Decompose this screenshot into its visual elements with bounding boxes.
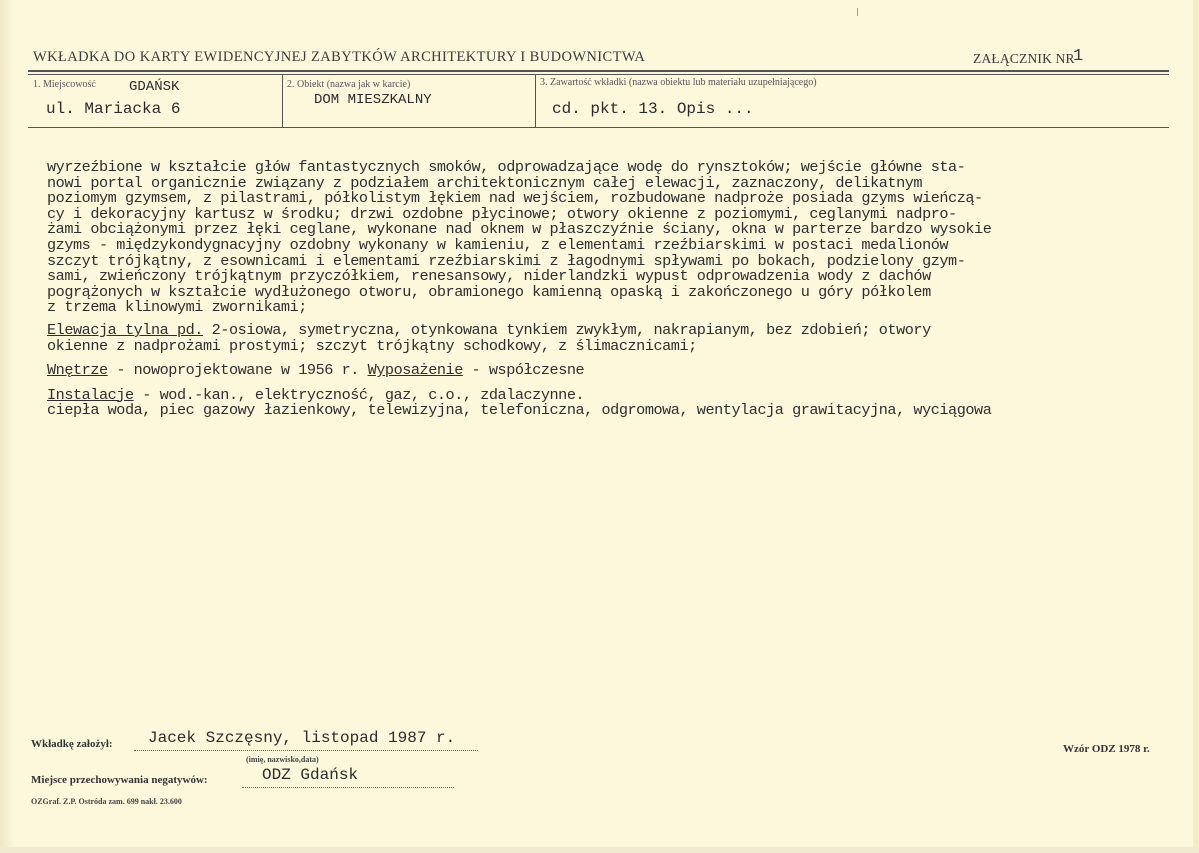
interior-line: [47, 363, 1167, 379]
interior-heading: Wnętrze: [47, 361, 108, 380]
header-rule-bottom: [28, 127, 1169, 128]
equipment-text: - współczesne: [462, 361, 585, 380]
attachment-number: 1: [1073, 47, 1084, 66]
text-line: pogrążonych w kształcie wydłużonego otworu, obramionego kamienną opaską i zakończonego u góry półkolem: [47, 282, 931, 301]
created-by-line: [134, 750, 478, 751]
field-2-value: DOM MIESZKALNY: [314, 92, 432, 108]
description-text: [47, 160, 1167, 419]
form-version: Wzór ODZ 1978 r.: [1063, 743, 1150, 755]
header-rule-top: [28, 70, 1169, 72]
top-tick-mark: [857, 8, 858, 16]
text-line: szczyt trójkątny, z esownicami i elementami rzeźbiarskimi z łagodnymi spływami po bokach, podzielony gzym-: [47, 251, 966, 270]
created-by-label: Wkładkę założył:: [31, 738, 113, 750]
text-line: wyrzeźbione w kształcie głów fantastycznych smoków, odprowadzające wodę do rynsztoków; wejście główne sta-: [47, 158, 966, 176]
card-edge-right: [1193, 0, 1199, 853]
field-1-label: 1. Miejscowość: [33, 79, 96, 90]
field-2-label: 2. Obiekt (nazwa jak w karcie): [287, 79, 411, 90]
field-3-value: cd. pkt. 13. Opis ...: [552, 100, 754, 118]
rear-elevation-heading: Elewacja tylna pd.: [47, 320, 203, 339]
installations-heading: Instalacje: [47, 385, 134, 404]
header-rule-top-thin: [28, 74, 1169, 75]
text-line: z trzema klinowymi zwornikami;: [47, 298, 307, 317]
text-line: cy i dekoracyjny kartusz w środku; drzwi ozdobne płycinowe; otwory okienne z poziomymi, ceglanymi nadpro-: [47, 204, 957, 223]
interior-text: - nowoprojektowane w 1956 r.: [107, 361, 368, 380]
rear-elevation-text: 2-osiowa, symetryczna, otynkowana tynkiem zwykłym, nakrapianym, bez zdobień; otwory: [202, 320, 931, 339]
created-by-hint: (imię, nazwisko,data): [246, 755, 319, 764]
storage-label: Miejsce przechowywania negatywów:: [31, 774, 208, 786]
field-divider-2: [535, 74, 536, 128]
equipment-heading: Wyposażenie: [367, 361, 463, 380]
attachment-label: ZAŁĄCZNIK NR: [973, 51, 1075, 66]
installations-text: - wod.-kan., elektryczność, gaz, c.o., zdalaczynne.: [133, 385, 585, 404]
form-title: WKŁADKA DO KARTY EWIDENCYJNEJ ZABYTKÓW ARCHITEKTURY I BUDOWNICTWA: [33, 49, 646, 65]
created-by-value: Jacek Szczęsny, listopad 1987 r.: [148, 729, 456, 747]
card-edge-shadow: [0, 0, 14, 853]
text-line: poziomym gzymsem, z pilastrami, półkolistym łękiem nad wejściem, rozbudowane nadproże posiada gzyms wieńczą-: [47, 189, 983, 208]
installations-line-2: ciepła woda, piec gazowy łazienkowy, telewizyjna, telefoniczna, odgromowa, wentylacja grawitacyjna, wyciągowa: [47, 401, 992, 420]
card-edge-bottom: [0, 847, 1199, 853]
rear-elevation-line-2: okienne z nadprożami prostymi; szczyt trójkątny schodkowy, z ślimacznicami;: [47, 336, 697, 355]
field-divider-1: [282, 74, 283, 128]
field-1-city: GDAŃSK: [129, 79, 180, 95]
storage-value: ODZ Gdańsk: [262, 766, 359, 784]
printer-info: OZGraf. Z.P. Ostróda zam. 699 nakł. 23.600: [31, 797, 182, 806]
text-line: gzyms - międzykondygnacyjny ozdobny wykonany w kamieniu, z elementami rzeźbiarskimi w postaci medalionów: [47, 235, 949, 254]
field-1-street: ul. Mariacka 6: [46, 100, 181, 118]
field-3-label: 3. Zawartość wkładki (nazwa obiektu lub materiału uzupełniającego): [540, 77, 817, 88]
text-line: nowi portal organicznie związany z podziałem architektonicznym całej elewacji, zaznaczony, delikatnym: [47, 173, 923, 192]
storage-line: [242, 787, 454, 788]
text-line: sami, zwieńczony trójkątnym przyczółkiem, renesansowy, niderlandzki wypust odprowadzenia wody z dachów: [47, 267, 931, 286]
text-line: żami obciążonymi przez łęki ceglane, wykonane nad oknem w płaszczyźnie ściany, okna w parterze bardzo wysokie: [47, 220, 992, 239]
